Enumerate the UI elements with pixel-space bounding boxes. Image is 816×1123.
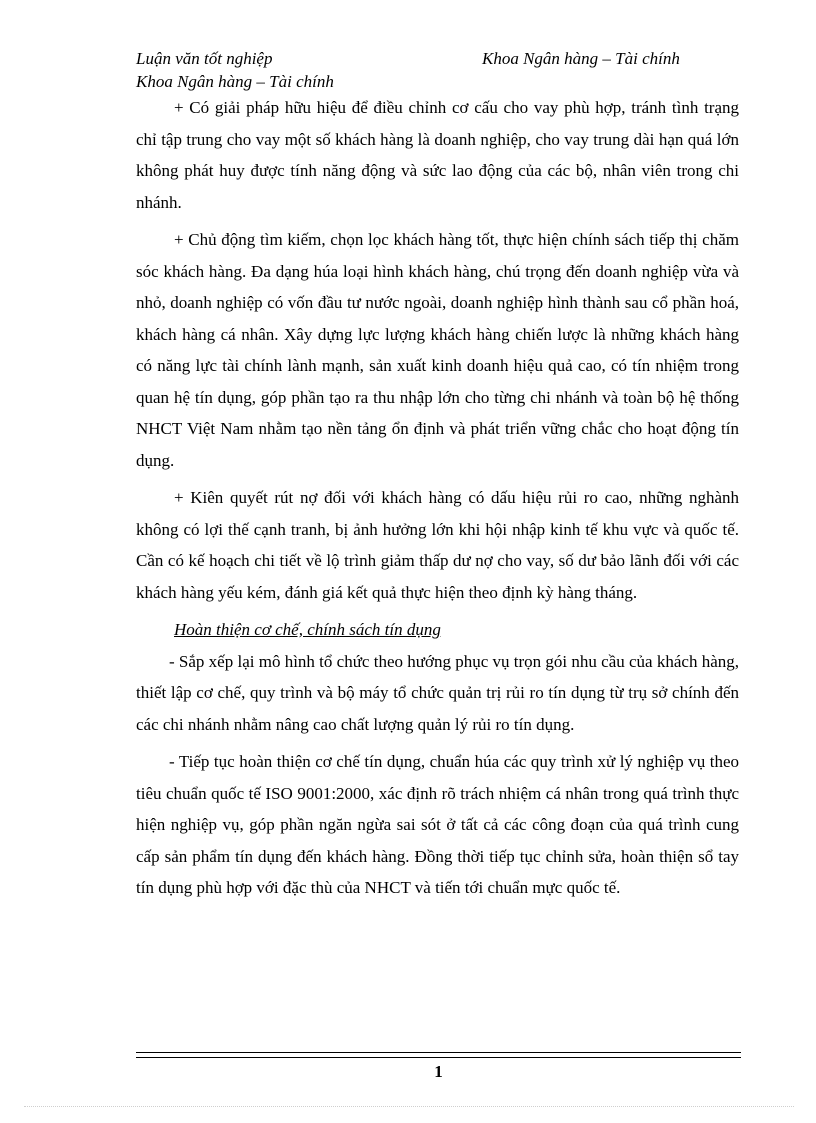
section-subheading: Hoàn thiện cơ chế, chính sách tín dụng (174, 620, 441, 639)
paragraph: + Chủ động tìm kiếm, chọn lọc khách hàng tốt, thực hiện chính sách tiếp thị chăm sóc khách hàng. Đa dạng húa loại hình khách hàng, chú trọng đến doanh nghiệp vừa và nhỏ, doanh nghiệp có vốn đầu tư nước ngoài, doanh nghiệp hình thành sau cổ phần hoá, khách hàng cá nhân. Xây dựng lực lượng khách hàng chiến lược là những khách hàng có năng lực tài chính lành mạnh, sản xuất kinh doanh hiệu quả cao, có tín nhiệm trong quan hệ tín dụng, góp phần tạo ra thu nhập lớn cho từng chi nhánh và toàn bộ hệ thống NHCT Việt Nam nhằm tạo nền tảng ổn định và phát triển vững chắc cho hoạt động tín dụng. (136, 230, 739, 470)
page-number: 1 (434, 1062, 443, 1081)
footer-divider (136, 1052, 741, 1058)
paragraph: - Tiếp tục hoàn thiện cơ chế tín dụng, chuẩn húa các quy trình xử lý nghiệp vụ theo tiêu chuẩn quốc tế ISO 9001:2000, xác định rõ trách nhiệm cá nhân trong quá trình thực hiện nghiệp vụ, góp phần ngăn ngừa sai sót ở tất cả các công đoạn của quá trình cung cấp sản phẩm tín dụng đến khách hàng. Đồng thời tiếp tục chỉnh sửa, hoàn thiện sổ tay tín dụng phù hợp với đặc thù của NHCT và tiến tới chuẩn mực quốc tế. (136, 752, 739, 897)
paragraph: + Có giải pháp hữu hiệu để điều chỉnh cơ cấu cho vay phù hợp, tránh tình trạng chỉ tập trung cho vay một số khách hàng là doanh nghiệp, cho vay trung dài hạn quá lớn không phát huy được tính năng động và sức lao động của các bộ, nhân viên trong chi nhánh. (136, 98, 739, 212)
paragraph: + Kiên quyết rút nợ đối với khách hàng có dấu hiệu rủi ro cao, những nghành không có lợi thế cạnh tranh, bị ảnh hưởng lớn khi hội nhập kinh tế khu vực và quốc tế. Cần có kế hoạch chi tiết về lộ trình giảm thấp dư nợ cho vay, số dư bảo lãnh đối với các khách hàng yếu kém, đánh giá kết quả thực hiện theo định kỳ hàng tháng. (136, 488, 739, 602)
body-text (136, 92, 739, 910)
header-faculty-right: Khoa Ngân hàng – Tài chính (482, 49, 680, 68)
paragraph: - Sắp xếp lại mô hình tổ chức theo hướng phục vụ trọn gói nhu cầu của khách hàng, thiết lập cơ chế, quy trình và bộ máy tổ chức quản trị rủi ro tín dụng từ trụ sở chính đến các chi nhánh nhằm nâng cao chất lượng quản lý rủi ro tín dụng. (136, 651, 739, 734)
header-faculty-left: Khoa Ngân hàng – Tài chính (136, 72, 334, 91)
page-bottom-border (24, 1106, 794, 1107)
header-thesis-title: Luận văn tốt nghiệp (136, 49, 273, 68)
